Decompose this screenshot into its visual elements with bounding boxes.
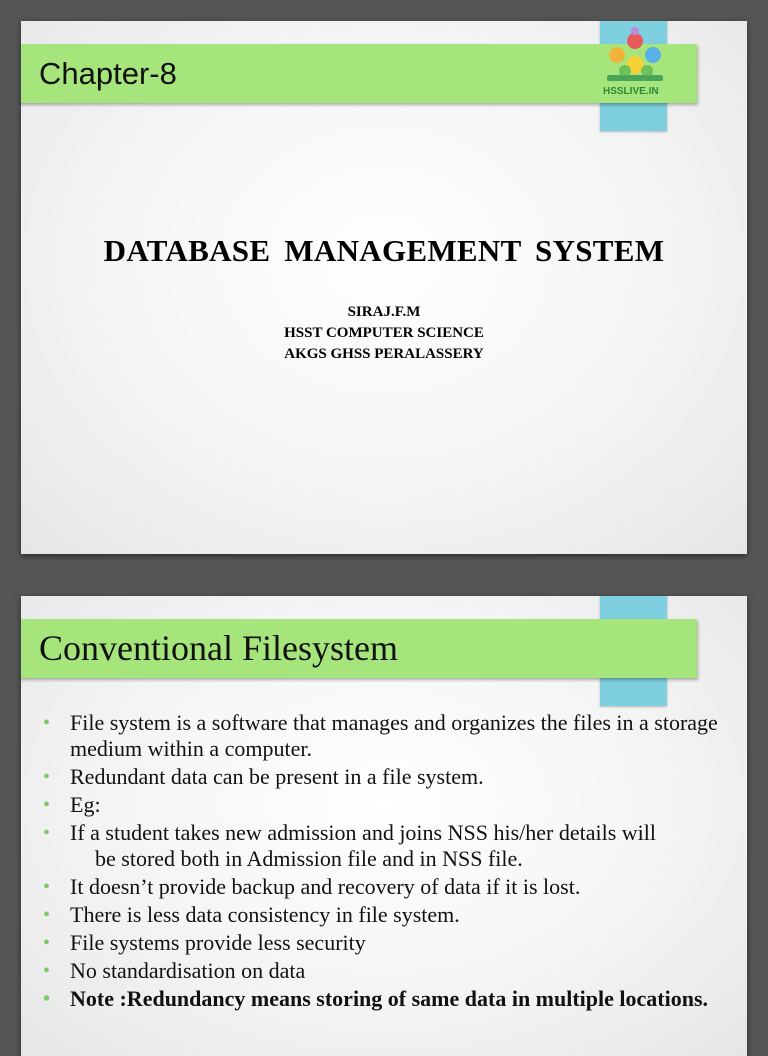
bullet-dot-icon: •: [43, 712, 51, 734]
bullet-item: [43, 820, 733, 872]
bullet-text: Eg:: [70, 792, 101, 817]
bullet-item: [43, 764, 733, 790]
author-position: HSST COMPUTER SCIENCE: [284, 325, 484, 341]
bullet-dot-icon: •: [43, 794, 51, 816]
bullet-continuation: be stored both in Admission file and in NSS file.: [95, 846, 523, 871]
bullet-dot-icon: •: [43, 876, 51, 898]
title-banner: [21, 619, 697, 678]
slide-1: [21, 21, 747, 554]
bullet-text: Redundant data can be present in a file system.: [70, 764, 484, 789]
title-banner: [21, 44, 697, 103]
chapter-title: Chapter-8: [39, 56, 177, 91]
bullet-item: [43, 986, 733, 1012]
bullet-list: [43, 710, 733, 1014]
author-school: AKGS GHSS PERALASSERY: [284, 346, 484, 362]
hsslive-logo: [603, 25, 667, 101]
bullet-dot-icon: •: [43, 766, 51, 788]
bullet-item: [43, 930, 733, 956]
bullet-item: [43, 902, 733, 928]
bullet-dot-icon: •: [43, 904, 51, 926]
bullet-text: There is less data consistency in file system.: [70, 902, 460, 927]
bullet-dot-icon: •: [43, 960, 51, 982]
slide-2: [21, 596, 747, 1056]
bullet-item: [43, 958, 733, 984]
logo-emblem-icon: [603, 25, 667, 85]
bullet-dot-icon: •: [43, 988, 51, 1010]
bullet-text: File systems provide less security: [70, 930, 366, 955]
bullet-text: Note :Redundancy means storing of same data in multiple locations.: [70, 986, 709, 1011]
bullet-item: [43, 874, 733, 900]
bullet-text: File system is a software that manages and organizes the files in a storage medium within a computer.: [70, 710, 718, 761]
main-title: DATABASE MANAGEMENT SYSTEM: [103, 233, 665, 268]
section-title: Conventional Filesystem: [39, 628, 398, 668]
bullet-item: [43, 710, 733, 762]
bullet-item: [43, 792, 733, 818]
logo-text: HSSLIVE.IN: [603, 86, 659, 97]
bullet-text: It doesn’t provide backup and recovery of data if it is lost.: [70, 874, 581, 899]
bullet-text: No standardisation on data: [70, 958, 306, 983]
bullet-dot-icon: •: [43, 932, 51, 954]
bullet-text: If a student takes new admission and joins NSS his/her details will: [70, 820, 656, 845]
bullet-dot-icon: •: [43, 822, 51, 844]
author-name: SIRAJ.F.M: [347, 304, 421, 320]
author-block: [21, 302, 747, 365]
